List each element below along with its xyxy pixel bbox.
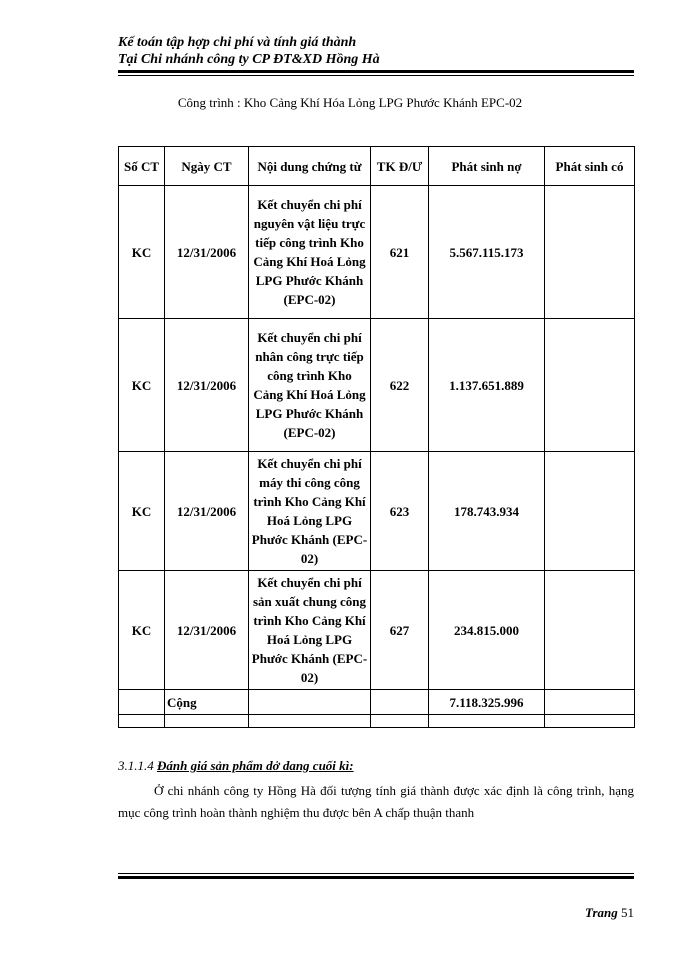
cell-phat-sinh-no: 234.815.000: [429, 571, 545, 690]
cell-tk: 623: [371, 452, 429, 571]
footer-rule-thin: [118, 873, 634, 874]
header-line-2: Tại Chi nhánh công ty CP ĐT&XD Hồng Hà: [118, 52, 380, 67]
cell-phat-sinh-co: [545, 571, 635, 690]
section-title: Đánh giá sản phẩm dở dang cuối kì:: [157, 758, 354, 773]
footer-rule-thick: [118, 876, 634, 879]
total-label: Cộng: [165, 690, 249, 715]
table-row: [119, 452, 635, 571]
footer-label: Trang: [585, 905, 618, 920]
cell-phat-sinh-no: 5.567.115.173: [429, 186, 545, 319]
header-rule-thick: [118, 70, 634, 73]
document-header: [118, 34, 380, 68]
total-value: 7.118.325.996: [429, 690, 545, 715]
cell-noi-dung: Kết chuyển chi phí nguyên vật liệu trực tiếp công trình Kho Cảng Khí Hoá Lỏng LPG Phước Khánh (EPC-02): [249, 186, 371, 319]
cell-so-ct: KC: [119, 186, 165, 319]
page-number: 51: [621, 905, 634, 920]
cell-ngay-ct: 12/31/2006: [165, 186, 249, 319]
col-header-ngay-ct: Ngày CT: [165, 147, 249, 186]
cell-noi-dung: Kết chuyển chi phí máy thi công công trình Kho Cảng Khí Hoá Lỏng LPG Phước Khánh (EPC-02): [249, 452, 371, 571]
cell-noi-dung: Kết chuyển chi phí nhân công trực tiếp công trình Kho Cảng Khí Hoá Lỏng LPG Phước Khánh (EPC-02): [249, 319, 371, 452]
section-number: 3.1.1.4: [118, 758, 154, 773]
cell-noi-dung: Kết chuyển chi phí sản xuất chung công trình Kho Cảng Khí Hoá Lỏng LPG Phước Khánh (EPC-02): [249, 571, 371, 690]
total-row: [119, 690, 635, 715]
header-line-1: Kế toán tập hợp chi phí và tính giá thành: [118, 35, 357, 50]
section-heading: [118, 758, 354, 774]
empty-row: [119, 715, 635, 728]
cell-ngay-ct: 12/31/2006: [165, 571, 249, 690]
table-header-row: [119, 147, 635, 186]
table-row: [119, 186, 635, 319]
cell-phat-sinh-co: [545, 186, 635, 319]
project-caption: Công trình : Kho Cảng Khí Hóa Lỏng LPG Phước Khánh EPC-02: [177, 95, 523, 110]
col-header-tk: TK Đ/Ư: [371, 147, 429, 186]
cell-phat-sinh-co: [545, 319, 635, 452]
header-rule-thin: [118, 75, 634, 76]
cell-phat-sinh-no: 1.137.651.889: [429, 319, 545, 452]
cell-ngay-ct: 12/31/2006: [165, 319, 249, 452]
cell-so-ct: KC: [119, 571, 165, 690]
cell-phat-sinh-no: 178.743.934: [429, 452, 545, 571]
cell-so-ct: KC: [119, 452, 165, 571]
col-header-phat-sinh-no: Phát sinh nợ: [429, 147, 545, 186]
cell-tk: 627: [371, 571, 429, 690]
cell-tk: 622: [371, 319, 429, 452]
ledger-table: [118, 146, 635, 728]
col-header-phat-sinh-co: Phát sinh có: [545, 147, 635, 186]
cell-ngay-ct: 12/31/2006: [165, 452, 249, 571]
table-row: [119, 319, 635, 452]
col-header-noi-dung: Nội dung chứng từ: [249, 147, 371, 186]
cell-so-ct: KC: [119, 319, 165, 452]
cell-phat-sinh-co: [545, 452, 635, 571]
col-header-so-ct: Số CT: [119, 147, 165, 186]
page-footer: [585, 905, 634, 921]
cell-tk: 621: [371, 186, 429, 319]
body-paragraph: Ở chi nhánh công ty Hồng Hà đối tượng tính giá thành được xác định là công trình, hạng mục công trình hoàn thành nghiệm thu được bên A chấp thuận thanh: [118, 783, 634, 820]
table-row: [119, 571, 635, 690]
